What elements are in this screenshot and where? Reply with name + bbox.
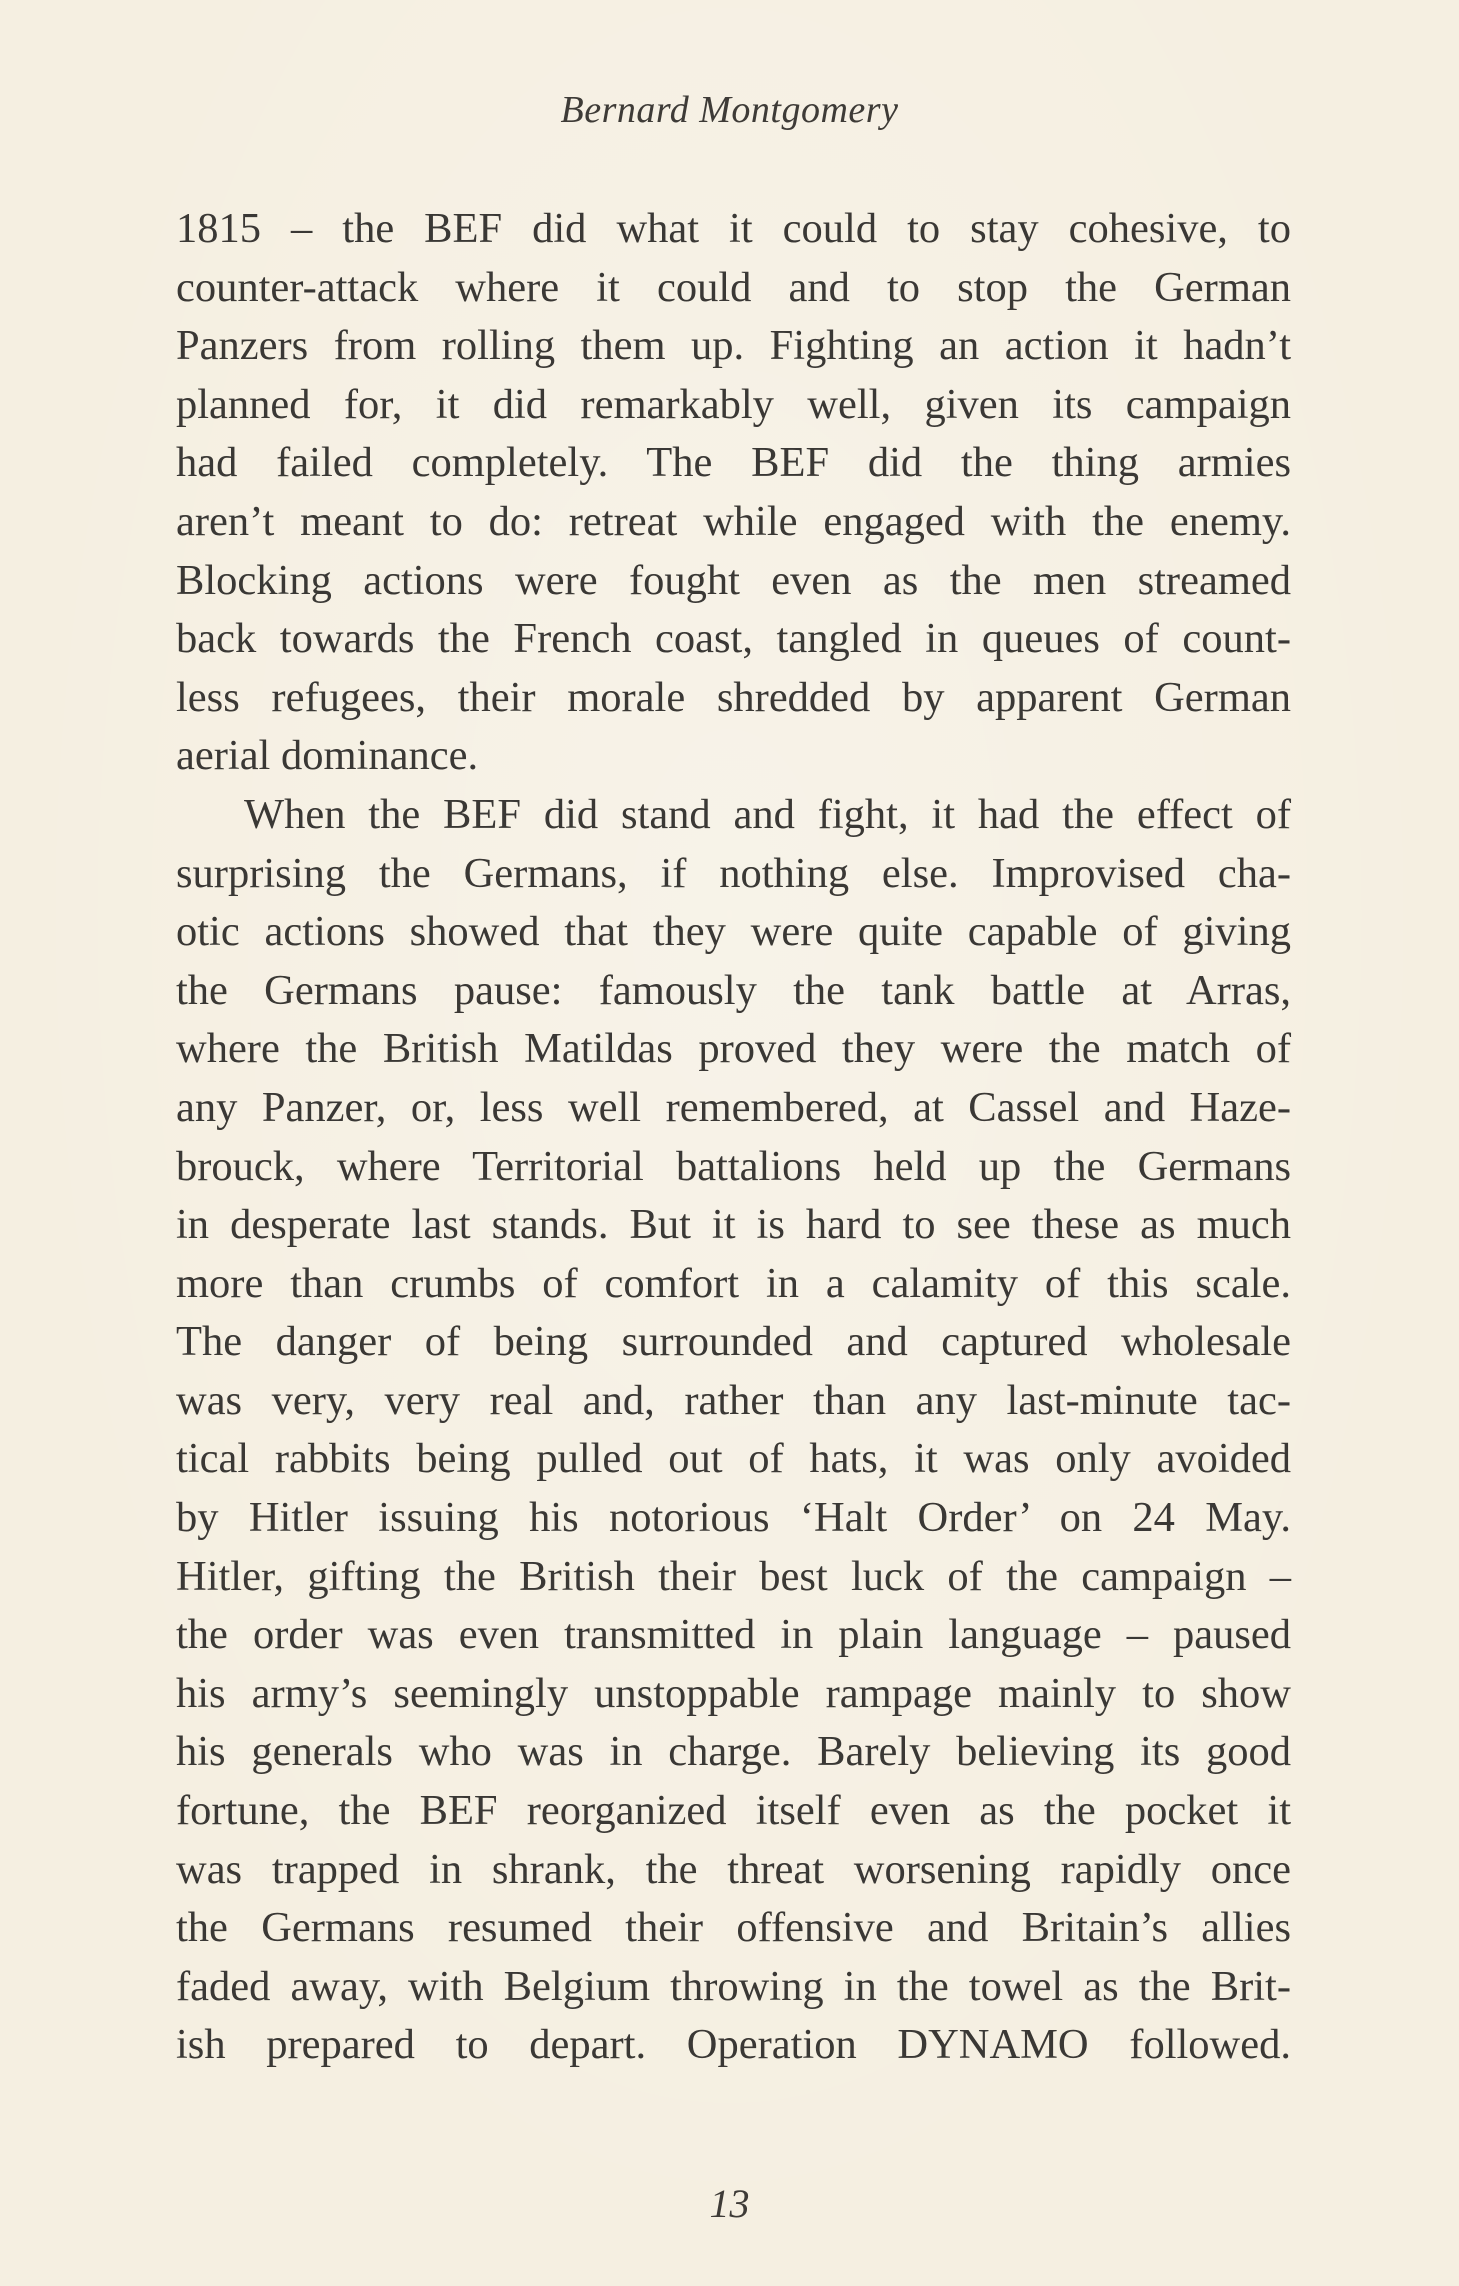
- body-text: [176, 200, 1291, 2075]
- text-line: ish prepared to depart. Operation DYNAMO followed.: [176, 2021, 1291, 2069]
- text-line: planned for, it did remarkably well, given its campaign: [176, 380, 1291, 428]
- text-line: Blocking actions were fought even as the men streamed: [176, 556, 1291, 604]
- text-line: was very, very real and, rather than any last-minute tac-: [176, 1376, 1291, 1424]
- text-line: faded away, with Belgium throwing in the towel as the Brit-: [176, 1962, 1291, 2010]
- text-line: less refugees, their morale shredded by apparent German: [176, 673, 1291, 721]
- text-line: When the BEF did stand and fight, it had the effect of: [244, 790, 1291, 838]
- text-line: back towards the French coast, tangled in queues of count-: [176, 615, 1291, 663]
- text-line: where the British Matildas proved they were the match of: [176, 1025, 1291, 1073]
- text-line: in desperate last stands. But it is hard to see these as much: [176, 1201, 1291, 1249]
- text-line: surprising the Germans, if nothing else. Improvised cha-: [176, 849, 1291, 897]
- text-line: the order was even transmitted in plain language – paused: [176, 1611, 1291, 1659]
- running-head: Bernard Montgomery: [560, 89, 899, 131]
- paragraph-1: [176, 200, 1291, 786]
- text-line: The danger of being surrounded and captured wholesale: [176, 1318, 1291, 1366]
- text-line: counter-attack where it could and to stop the German: [176, 263, 1291, 311]
- text-line: his generals who was in charge. Barely believing its good: [176, 1728, 1291, 1776]
- text-line: 1815 – the BEF did what it could to stay cohesive, to: [176, 205, 1291, 252]
- text-line: otic actions showed that they were quite capable of giving: [176, 908, 1291, 956]
- text-line: tical rabbits being pulled out of hats, it was only avoided: [176, 1435, 1291, 1483]
- text-line: was trapped in shrank, the threat worsening rapidly once: [176, 1845, 1291, 1893]
- text-line: had failed completely. The BEF did the thing armies: [176, 439, 1291, 487]
- text-line: more than crumbs of comfort in a calamity of this scale.: [176, 1259, 1291, 1307]
- text-line: fortune, the BEF reorganized itself even as the pocket it: [176, 1787, 1291, 1835]
- text-line: the Germans pause: famously the tank battle at Arras,: [176, 966, 1291, 1014]
- text-line: the Germans resumed their offensive and Britain’s allies: [176, 1904, 1291, 1952]
- paragraph-2: [176, 786, 1291, 2075]
- text-line: Hitler, gifting the British their best luck of the campaign –: [176, 1552, 1291, 1600]
- text-line: by Hitler issuing his notorious ‘Halt Order’ on 24 May.: [176, 1494, 1291, 1542]
- text-line: aren’t meant to do: retreat while engaged with the enemy.: [176, 497, 1291, 545]
- text-line: brouck, where Territorial battalions held up the Germans: [176, 1142, 1291, 1190]
- text-line: any Panzer, or, less well remembered, at Cassel and Haze-: [176, 1083, 1291, 1131]
- text-line: Panzers from rolling them up. Fighting an action it hadn’t: [176, 322, 1291, 370]
- text-line: aerial dominance.: [176, 732, 479, 780]
- text-line: his army’s seemingly unstoppable rampage mainly to show: [176, 1669, 1291, 1717]
- page-number: 13: [709, 2181, 750, 2226]
